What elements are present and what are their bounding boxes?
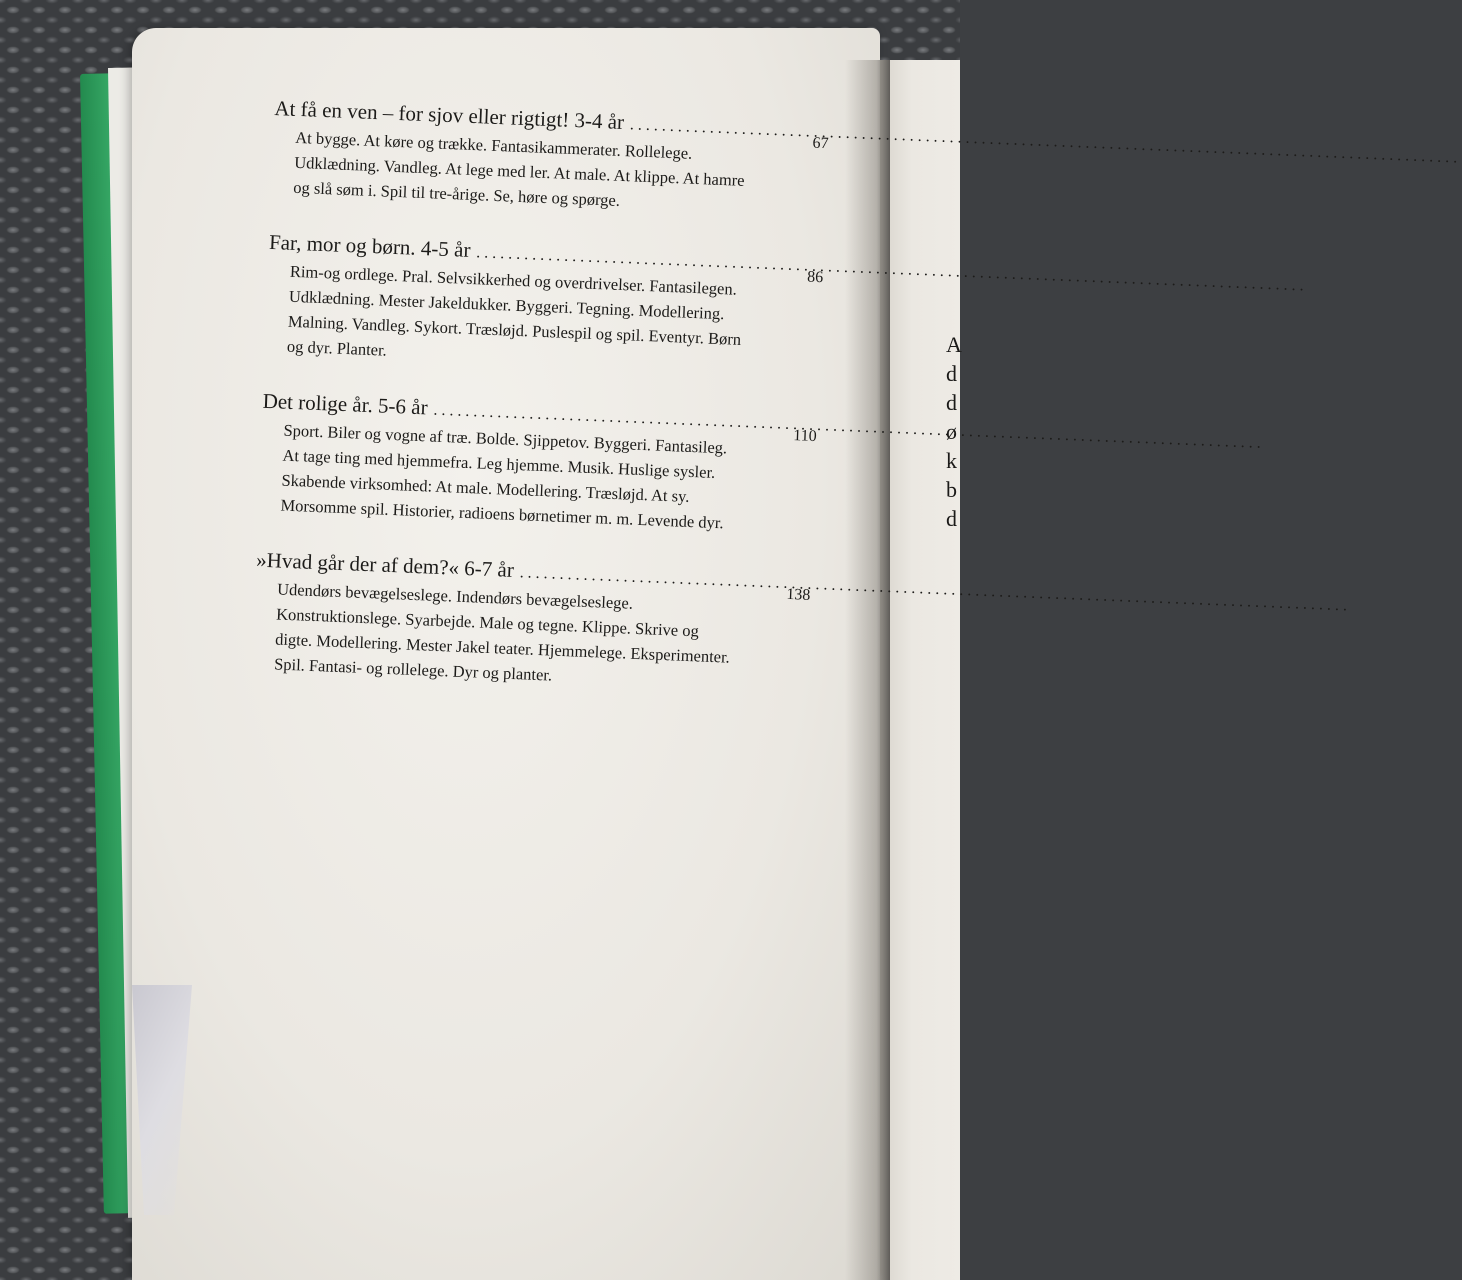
toc-entry-description: Udendørs bevægelseslege. Indendørs bevægelseslege. Konstruktionslege. Syarbejde. Male og tegne. Klippe. Skrive og digte. Modellering. Mester Jakel teater. Hjemmelege. Eksperimenter. Spil. Fantasi- og rollelege. Dyr og planter.: [273, 579, 731, 685]
toc-entry-title: Det rolige år. 5-6 år: [262, 388, 429, 420]
right-letter: k: [946, 448, 957, 473]
toc-entry: [264, 229, 824, 380]
right-letter: ø: [946, 419, 957, 444]
toc-entry: [252, 547, 812, 698]
toc-entry: [271, 95, 830, 221]
book-gutter-shadow: [845, 60, 890, 1280]
right-letter: d: [946, 390, 957, 415]
toc-entry-description: At bygge. At køre og trække. Fantasikammerater. Rollelege. Udklædning. Vandleg. At lege med ler. At male. At klippe. At hamre og slå søm i. Spil til tre-årige. Se, høre og spørge.: [292, 127, 745, 210]
toc-entry-description: Sport. Biler og vogne af træ. Bolde. Sjippetov. Byggeri. Fantasileg. At tage ting med hjemmefra. Leg hjemme. Musik. Huslige sysler. Skabende virksomhed: At male. Modellering. Træsløjd. At sy. Morsomme spil. Historier, radioens børnetimer m. m. Levende dyr.: [280, 420, 728, 533]
right-letter: d: [946, 506, 957, 531]
toc-page-number: 110: [793, 427, 818, 446]
table-of-contents: [250, 95, 829, 728]
toc-entry-title: »Hvad går der af dem?« 6-7 år: [255, 547, 515, 582]
right-letter: b: [946, 477, 957, 502]
toc-page-number: 86: [806, 268, 824, 287]
toc-page-number: 138: [786, 585, 811, 604]
toc-entry-title: Far, mor og børn. 4-5 år: [268, 229, 471, 262]
toc-entry-title: At få en ven – for sjov eller rigtigt! 3-4 år: [273, 95, 625, 135]
toc-entry: [258, 388, 818, 539]
toc-entry-description: Rim-og ordlege. Pral. Selvsikkerhed og overdrivelser. Fantasilegen. Udklædning. Mester Jakeldukker. Byggeri. Tegning. Modellering. Malning. Vandleg. Sykort. Træsløjd. Puslespil og spil. Eventyr. Børn og dyr. Planter.: [286, 261, 742, 360]
right-letter: A: [946, 332, 962, 357]
right-letter: d: [946, 361, 957, 386]
toc-page-number: 67: [812, 134, 829, 153]
right-facing-page: [880, 60, 960, 1280]
